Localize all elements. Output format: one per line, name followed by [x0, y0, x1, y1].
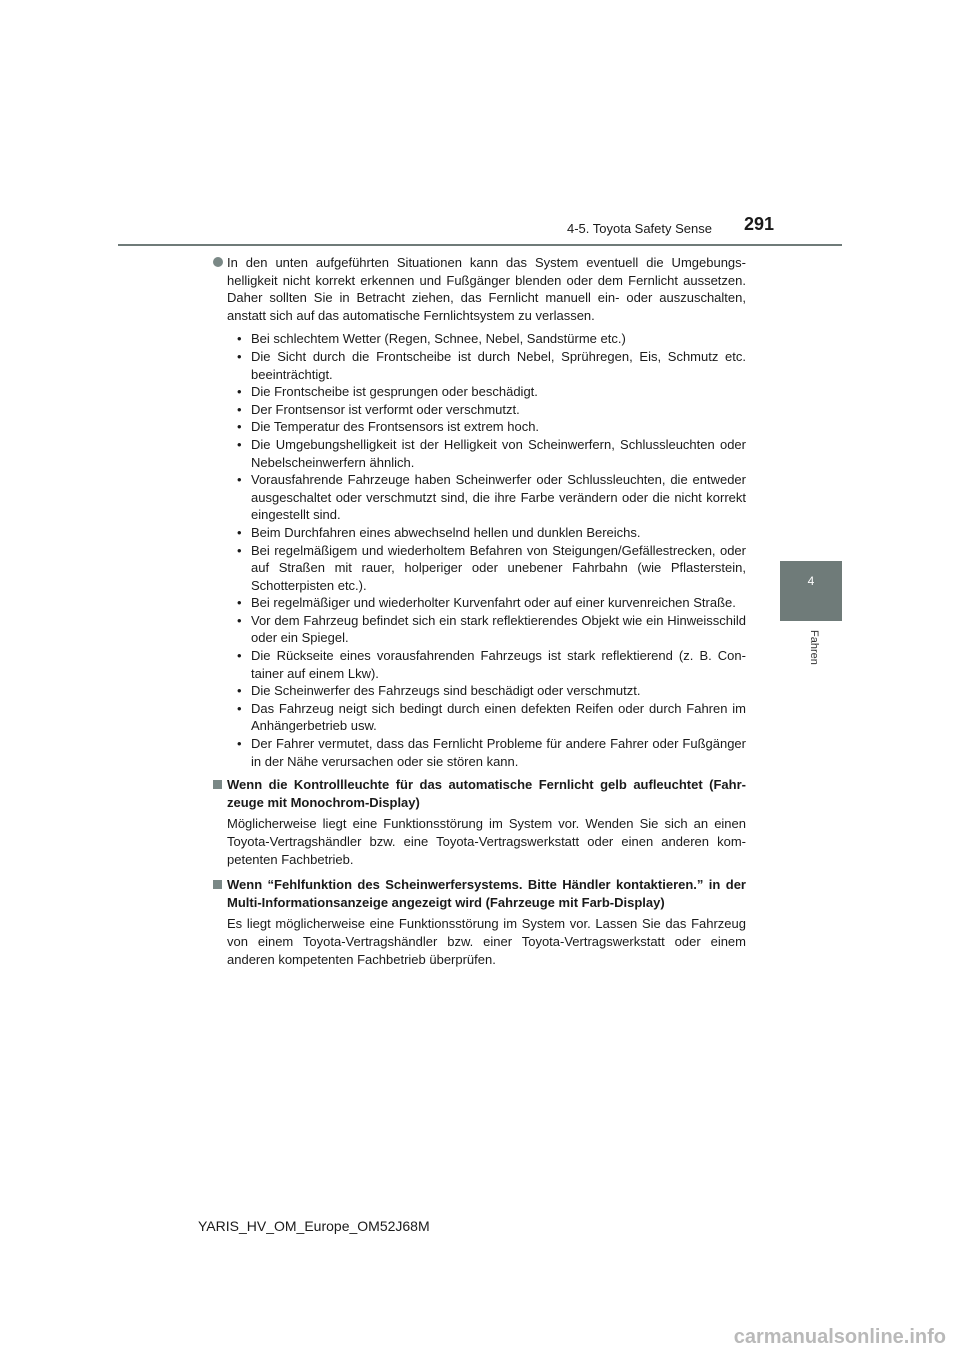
intro-paragraph — [210, 254, 746, 324]
section-heading-monochrome — [210, 776, 746, 811]
list-item: • Die Rückseite eines vorausfahrenden Fahrzeugs ist stark reflektierend (z. B. Container auf einem Lkw). — [237, 647, 746, 682]
watermark-logo: carmanualsonline.info — [733, 1326, 946, 1348]
section-heading-text: Wenn “Fehlfunktion des Scheinwerfersystems. Bitte Händler kontaktieren.” in der Multi-Informationsanzeige angezeigt wird (Fahrzeuge mit Farb-Display) — [227, 877, 746, 910]
circle-bullet-icon — [213, 257, 223, 267]
list-item: • Die Temperatur des Frontsensors ist extrem hoch. — [237, 418, 746, 436]
section-body-color-display: Es liegt möglicherweise eine Funktionsstörung im System vor. Lassen Sie das Fahrzeug von einem Toyota-Vertragshändler bzw. einer Toyota-Vertragswerkstatt oder einem anderen kompetenten Fachbetrieb überprüfen. — [227, 916, 746, 967]
list-item: • Bei regelmäßiger und wiederholter Kurvenfahrt oder auf einer kurvenreichen Straße. — [237, 594, 746, 612]
list-item: • Beim Durchfahren eines abwechselnd hellen und dunklen Bereichs. — [237, 524, 746, 542]
list-item: • Der Fahrer vermutet, dass das Fernlicht Probleme für andere Fahrer oder Fußgänger in der Nähe verursachen oder sie stören kann. — [237, 735, 746, 770]
square-bullet-icon — [213, 880, 222, 889]
square-bullet-icon — [213, 780, 222, 789]
chapter-tab-number: 4 — [807, 574, 815, 588]
list-item: • Der Frontsensor ist verformt oder verschmutzt. — [237, 401, 746, 419]
section-heading-color-display — [210, 876, 746, 911]
list-item: • Das Fahrzeug neigt sich bedingt durch einen defekten Reifen oder durch Fahren im Anhängerbetrieb usw. — [237, 700, 746, 735]
list-item: • Die Sicht durch die Frontscheibe ist durch Nebel, Sprühregen, Eis, Schmutz etc. beeinträchtigt. — [237, 348, 746, 383]
chapter-tab-label: Fahren — [808, 630, 820, 665]
page-number: 291 — [743, 214, 774, 234]
section-heading-text: Wenn die Kontrollleuchte für das automatische Fernlicht gelb aufleuchtet (Fahrzeuge mit Monochrom-Display) — [227, 777, 746, 810]
list-item: • Die Umgebungshelligkeit ist der Helligkeit von Scheinwerfern, Schlussleuchten oder Nebelscheinwerfern ähnlich. — [237, 436, 746, 471]
section-body-monochrome: Möglicherweise liegt eine Funktionsstörung im System vor. Wenden Sie sich an einen Toyota-Vertragshändler bzw. eine Toyota-Vertragswerkstatt oder einen anderen kompetenten Fachbetrieb. — [227, 816, 746, 867]
main-content — [210, 254, 746, 968]
list-item: • Die Scheinwerfer des Fahrzeugs sind beschädigt oder verschmutzt. — [237, 682, 746, 700]
list-item: • Vor dem Fahrzeug befindet sich ein stark reflektierendes Objekt wie ein Hinweisschild oder ein Spiegel. — [237, 612, 746, 647]
situation-list — [210, 330, 746, 770]
list-item: • Vorausfahrende Fahrzeuge haben Scheinwerfer oder Schlussleuchten, die entweder ausgeschaltet oder verschmutzt sind, die ihre Farbe verändern oder die nicht korrekt eingestellt sind. — [237, 471, 746, 524]
footer-doc-code: YARIS_HV_OM_Europe_OM52J68M — [198, 1218, 430, 1234]
list-item: • Bei regelmäßigem und wiederholtem Befahren von Steigungen/Gefällestrecken, oder auf Straßen mit rauer, holperiger oder unebener Fahrbahn (wie Pflasterstein, Schotterpisten etc.). — [237, 542, 746, 595]
chapter-tab[interactable] — [780, 561, 842, 621]
list-item: • Bei schlechtem Wetter (Regen, Schnee, Nebel, Sandstürme etc.) — [237, 330, 746, 348]
header-divider — [118, 244, 842, 246]
header-section-title: 4-5. Toyota Safety Sense — [566, 221, 712, 236]
list-item: • Die Frontscheibe ist gesprungen oder beschädigt. — [237, 383, 746, 401]
intro-text: In den unten aufgeführten Situationen kann das System eventuell die Umgebungshelligkeit nicht korrekt erkennen und Fußgänger blenden oder dem Fernlicht aussetzen. Daher sollten Sie in Betracht ziehen, das Fernlicht manuell ein- oder auszuschalten, anstatt sich auf das automatische Fernlichtsystem zu verlassen. — [227, 255, 746, 323]
